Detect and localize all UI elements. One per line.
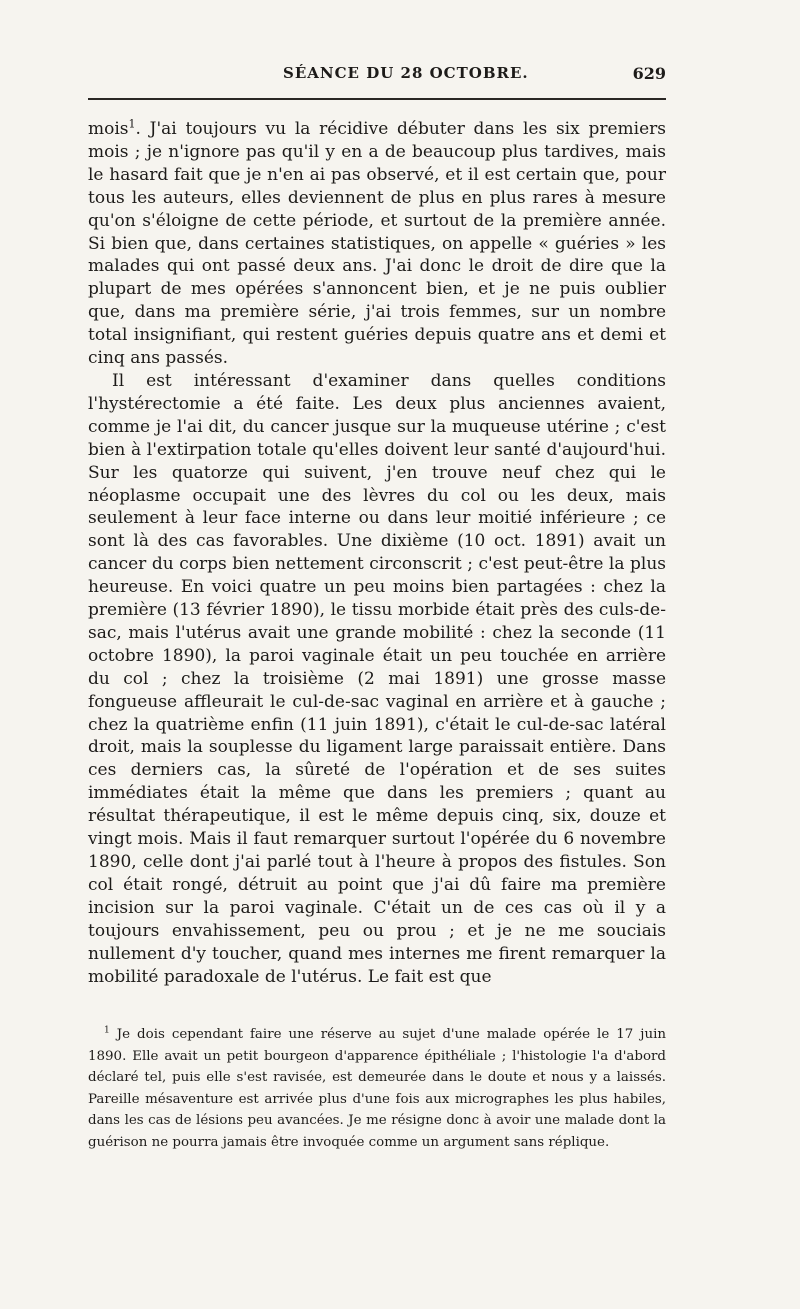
paragraph-1-start: mois <box>88 119 129 139</box>
footnote <box>88 1024 666 1154</box>
footnote-reference: 1 <box>128 117 136 131</box>
page-number: 629 <box>632 64 666 83</box>
page-header <box>88 64 666 92</box>
paragraph-2: Il est intéressant d'examiner dans quelles conditions l'hystérectomie a été faite. Les deux plus anciennes avaient, comme je l'ai dit, du cancer jusque sur la muqueuse utérine ; c'est bien à l'extirpation totale qu'elles doivent leur santé d'aujourd'hui. Sur les quatorze qui suivent, j'en trouve neuf chez qui le néoplasme occupait une des lèvres du col ou les deux, mais seulement à leur face interne ou dans leur moitié inférieure ; ce sont là des cas favorables. Une dixième (10 oct. 1891) avait un cancer du corps bien nettement circonscrit ; c'est peut-être la plus heureuse. En voici quatre un peu moins bien partagées : chez la première (13 février 1890), le tissu morbide était près des culs-de-sac, mais l'utérus avait une grande mobilité : chez la seconde (11 octobre 1890), la paroi vaginale était un peu touchée en arrière du col ; chez la troisième (2 mai 1891) une grosse masse fongueuse affleurait le cul-de-sac vaginal en arrière et à gauche ; chez la quatrième enfin (11 juin 1891), c'était le cul-de-sac latéral droit, mais la souplesse du ligament large paraissait entière. Dans ces derniers cas, la sûreté de l'opération et de ses suites immédiates était la même que dans les premiers ; quant au résultat thérapeutique, il est le même depuis cinq, six, douze et vingt mois. Mais il faut remarquer surtout l'opérée du 6 novembre 1890, celle dont j'ai parlé tout à l'heure à propos des fistules. Son col était rongé, détruit au point que j'ai dû faire ma première incision sur la paroi vaginale. C'était un de ces cas où il y a toujours envahissement, peu ou prou ; et je ne me souciais nullement d'y toucher, quand mes internes me firent remarquer la mobilité paradoxale de l'utérus. Le fait est que <box>88 370 666 987</box>
footnote-mark: 1 <box>104 1025 110 1036</box>
main-text <box>88 118 666 988</box>
header-rule <box>88 98 666 100</box>
running-title: SÉANCE DU 28 OCTOBRE. <box>283 64 529 82</box>
paragraph-1 <box>88 118 666 370</box>
footnote-text: Je dois cependant faire une réserve au sujet d'une malade opérée le 17 juin 1890. Elle avait un petit bourgeon d'apparence épithéliale ; l'histologie l'a d'abord déclaré tel, puis elle s'est ravisée, est demeurée dans le doute et nous y a laissés. Pareille mésaventure est arrivée plus d'une fois aux micrographes les plus habiles, dans les cas de lésions peu avancées. Je me résigne donc à avoir une malade dont la guérison ne pourra jamais être invoquée comme un argument sans réplique. <box>88 1027 666 1150</box>
paragraph-1-text: . J'ai toujours vu la récidive débuter dans les six premiers mois ; je n'ignore pas qu'il y en a de beaucoup plus tardives, mais le hasard fait que je n'en ai pas observé, et il est certain que, pour tous les auteurs, elles deviennent de plus en plus rares à mesure qu'on s'éloigne de cette période, et surtout de la première année. Si bien que, dans certaines statistiques, on appelle « guéries » les malades qui ont passé deux ans. J'ai donc le droit de dire que la plupart de mes opérées s'annoncent bien, et je ne puis oublier que, dans ma première série, j'ai trois femmes, sur un nombre total insignifiant, qui restent guéries depuis quatre ans et demi et cinq ans passés. <box>88 119 666 369</box>
